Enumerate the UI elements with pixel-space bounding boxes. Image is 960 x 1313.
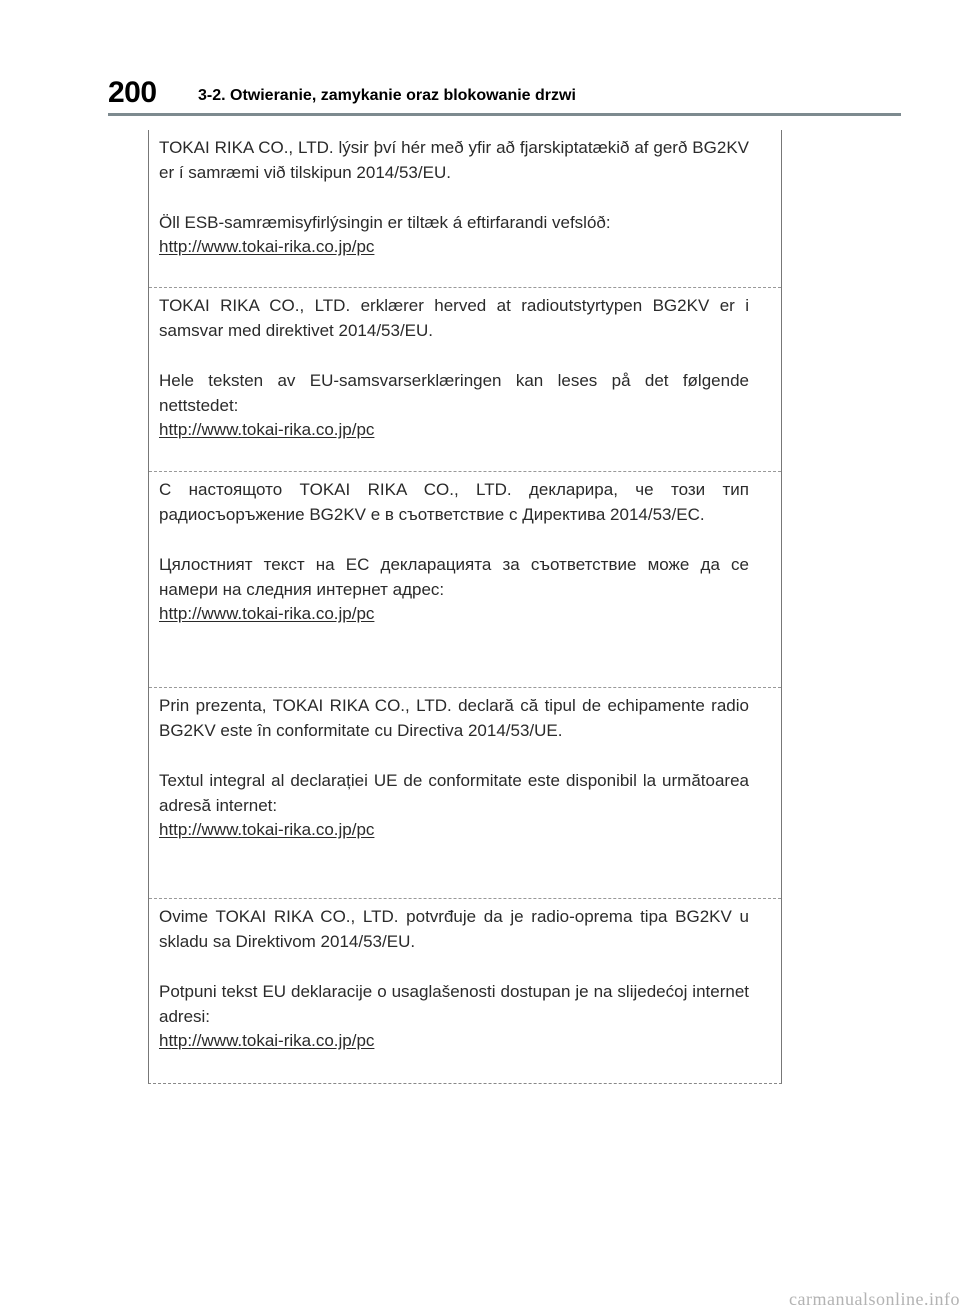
header-divider xyxy=(108,113,901,116)
declaration-url-link[interactable]: http://www.tokai-rika.co.jp/pc xyxy=(159,1031,375,1050)
declaration-block-norwegian xyxy=(149,288,781,472)
availability-text: Цялостният текст на ЕС декларацията за съответствие може да се намери на следния интернет адрес: xyxy=(159,555,749,599)
declaration-block-bulgarian xyxy=(149,472,781,688)
declaration-block-romanian xyxy=(149,688,781,899)
declaration-url-link[interactable]: http://www.tokai-rika.co.jp/pc xyxy=(159,420,375,439)
availability-text: Textul integral al declarației UE de conformitate este disponibil la următoarea adresă internet: xyxy=(159,771,749,815)
declaration-text: TOKAI RIKA CO., LTD. erklærer herved at radioutstyrtypen BG2KV er i samsvar med direktivet 2014/53/EU. xyxy=(159,296,749,340)
declaration-url-link[interactable]: http://www.tokai-rika.co.jp/pc xyxy=(159,237,375,256)
section-title: 3-2. Otwieranie, zamykanie oraz blokowanie drzwi xyxy=(198,87,576,104)
availability-text: Hele teksten av EU-samsvarserklæringen kan leses på det følgende nettstedet: xyxy=(159,371,749,415)
declaration-url-link[interactable]: http://www.tokai-rika.co.jp/pc xyxy=(159,820,375,839)
declaration-text: С настоящото TOKAI RIKA CO., LTD. декларира, че този тип радиосъоръжение BG2KV е в съответствие с Директива 2014/53/ЕС. xyxy=(159,480,749,524)
declaration-block-icelandic xyxy=(149,130,781,288)
page-number: 200 xyxy=(108,76,157,109)
declaration-table xyxy=(148,130,782,1084)
availability-text: Öll ESB-samræmisyfirlýsingin er tiltæk á eftirfarandi vefslóð: xyxy=(159,213,611,232)
declaration-block-croatian xyxy=(149,899,781,1083)
declaration-text: Ovime TOKAI RIKA CO., LTD. potvrđuje da je radio-oprema tipa BG2KV u skladu sa Direktivom 2014/53/EU. xyxy=(159,907,749,951)
declaration-text: Prin prezenta, TOKAI RIKA CO., LTD. declară că tipul de echipamente radio BG2KV este în conformitate cu Directiva 2014/53/UE. xyxy=(159,696,749,740)
declaration-url-link[interactable]: http://www.tokai-rika.co.jp/pc xyxy=(159,604,375,623)
availability-text: Potpuni tekst EU deklaracije o usaglašenosti dostupan je na slijedećoj internet adresi: xyxy=(159,982,749,1026)
site-watermark: carmanualsonline.info xyxy=(789,1289,960,1309)
declaration-text: TOKAI RIKA CO., LTD. lýsir því hér með yfir að fjarskiptatækið af gerð BG2KV er í samræmi við tilskipun 2014/53/EU. xyxy=(159,138,749,182)
